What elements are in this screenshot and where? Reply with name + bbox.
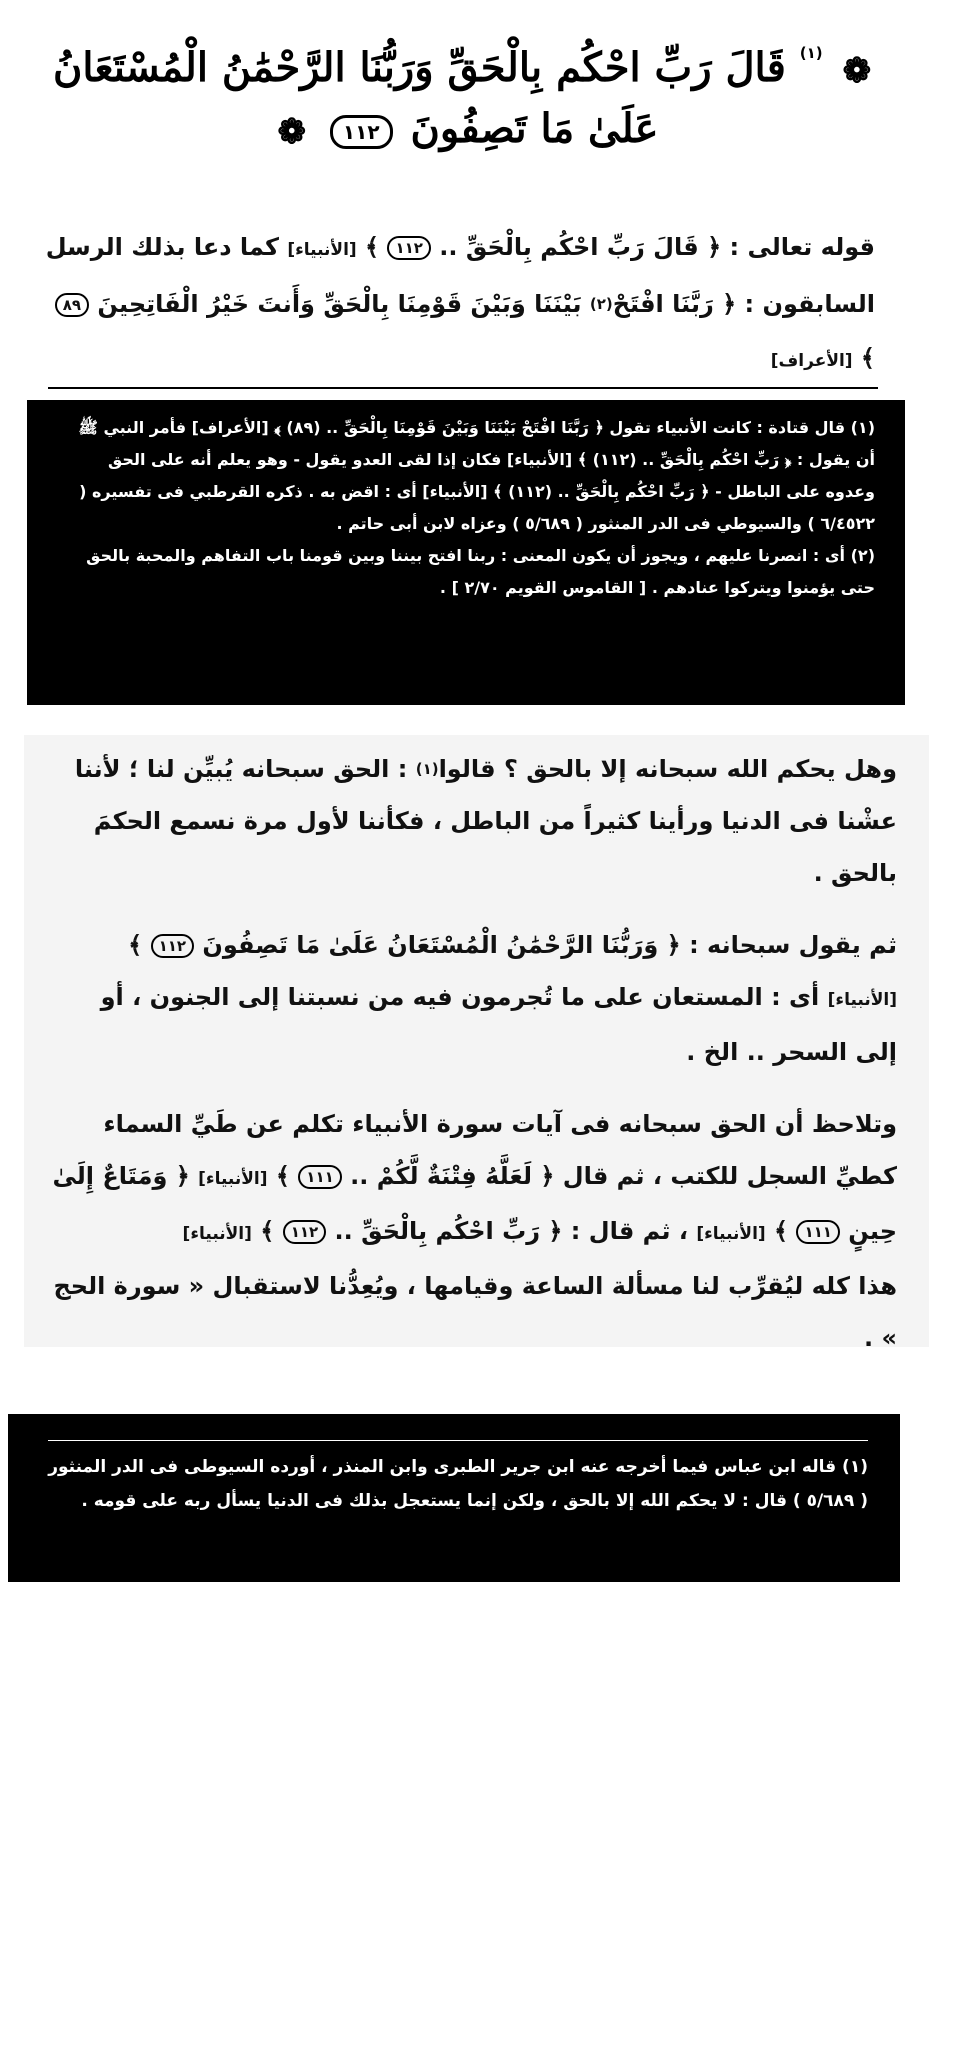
commentary-paragraph-3 <box>52 919 897 1078</box>
verse-text-line-1: قَالَ رَبِّ احْكُم بِالْحَقِّ وَرَبُّنَا الرَّحْمَٰنُ الْمُسْتَعَانُ <box>52 44 786 91</box>
commentary-paragraph-5: هذا كله ليُقرِّب لنا مسألة الساعة وقيامها ، ويُعِدُّنا لاستقبال « سورة الحج » . <box>53 1272 897 1352</box>
surah-reference: [الأنبياء] <box>182 1224 252 1244</box>
commentary-paragraph-4 <box>52 1098 897 1260</box>
text-run: ﴾ <box>267 1162 299 1190</box>
text-run: ﴾ <box>128 931 151 959</box>
text-run: بَيْنَنَا وَبَيْنَ قَوْمِنَا بِالْحَقِّ وَأَنتَ خَيْرُ الْفَاتِحِينَ <box>89 290 590 318</box>
text-run: كما دعا بذلك الرسل السابقون : ﴿ رَبَّنَا افْتَحْ <box>45 233 875 318</box>
verse-number-badge: ١١١ <box>796 1220 839 1244</box>
verse-number-badge: ٨٩ <box>55 293 89 317</box>
verse-number-badge: ١١٢ <box>387 236 430 260</box>
text-run: ﴾ <box>251 1217 283 1245</box>
footnote-marker: (٢) <box>589 295 613 313</box>
footnote-divider <box>48 1440 868 1441</box>
verse-line-2 <box>50 105 880 152</box>
footnote-1: (١) قال قتادة : كانت الأنبياء تقول ﴿ رَبَّنَا افْتَحْ بَيْنَنَا وَبَيْنَ قَوْمِنَا بِالْحَقِّ .. (٨٩) ﴾ [الأعراف] فأمر النبي ﷺ أن يقول : ﴿ رَبِّ احْكُم بِالْحَقِّ .. (١١٢) ﴾ [الأنبياء] فكان إذا لقى العدو يقول - وهو يعلم أنه على الحق وعدوه على الباطل - ﴿ رَبِّ احْكُم بِالْحَقِّ .. (١١٢) ﴾ [الأنبياء] أى : اقض به . ذكره القرطبي فى تفسيره ( ٦/٤٥٢٢ ) والسيوطي فى الدر المنثور ( ٥/٦٨٩ ) وعزاه لابن أبى حاتم . <box>78 418 875 533</box>
text-run: ﴿ وَمَتَاعٌ إِلَىٰ حِينٍ <box>52 1162 897 1245</box>
surah-reference: [الأنبياء] <box>287 240 357 260</box>
text-run: قوله تعالى : ﴿ قَالَ رَبِّ احْكُم بِالْحَقِّ .. <box>430 233 875 261</box>
verse-number-badge: ١١٢ <box>283 1220 326 1244</box>
footnote-2: (٢) أى : انصرنا عليهم ، ويجوز أن يكون المعنى : ربنا افتح بيننا وبين قومنا باب التفاهم والمحبة بالحق حتى يؤمنوا ويتركوا عنادهم . [ القاموس القويم ٢/٧٠ ] . <box>86 546 875 597</box>
surah-reference: [الأنبياء] <box>696 1224 766 1244</box>
footnote-divider <box>48 387 878 389</box>
footnote-marker: (١) <box>799 44 823 62</box>
commentary-paragraph-1 <box>45 220 875 388</box>
text-run: ﴾ <box>765 1217 797 1245</box>
text-run: وهل يحكم الله سبحانه إلا بالحق ؟ قالوا <box>438 755 897 783</box>
verse-number-badge: ١١٢ <box>151 934 194 958</box>
page-2 <box>24 735 929 1352</box>
verse-text-line-2: عَلَىٰ مَا تَصِفُونَ <box>410 105 659 152</box>
text-run: ﴾ <box>852 344 875 372</box>
surah-reference: [الأنبياء] <box>198 1169 268 1189</box>
text-run: أى : المستعان على ما تُجرمون فيه من نسبتنا إلى الجنون ، أو إلى السحر .. الخ . <box>100 983 897 1066</box>
surah-reference: [الأعراف] <box>770 351 853 371</box>
footnote-marker: (١) <box>415 760 439 778</box>
verse-line-1 <box>50 44 880 91</box>
text-run: : الحق سبحانه يُبيِّن لنا ؛ لأننا عشْنا فى الدنيا ورأينا كثيراً من الباطل ، فكأننا لأول مرة نسمع الحكمَ بالحق . <box>74 755 897 887</box>
footnote-box-2 <box>8 1414 900 1582</box>
text-run: وتلاحظ أن الحق سبحانه فى آيات سورة الأنبياء تكلم عن طَيِّ السماء كطيِّ السجل للكتب ، ثم قال ﴿ لَعَلَّهُ فِتْنَةٌ لَّكُمْ .. <box>103 1110 897 1190</box>
text-run: ﴾ <box>356 233 388 261</box>
verse-number-badge: ١١٢ <box>330 115 393 149</box>
verse-header <box>50 28 880 168</box>
text-run: ثم يقول سبحانه : ﴿ وَرَبُّنَا الرَّحْمَٰنُ الْمُسْتَعَانُ عَلَىٰ مَا تَصِفُونَ <box>194 931 897 959</box>
flower-ornament-icon: ❁ <box>842 51 872 91</box>
flower-ornament-icon: ❁ <box>277 112 306 152</box>
footnote-1: (١) قاله ابن عباس فيما أخرجه عنه ابن جرير الطبرى وابن المنذر ، أورده السيوطى فى الدر المنثور ( ٥/٦٨٩ ) قال : لا يحكم الله إلا بالحق ، ولكن إنما يستعجل بذلك فى الدنيا يسأل ربه على قومه . <box>48 1457 868 1511</box>
verse-number-badge: ١١١ <box>298 1165 341 1189</box>
footnote-box-1 <box>27 400 905 705</box>
text-run: ، ثم قال : ﴿ رَبِّ احْكُم بِالْحَقِّ .. <box>326 1217 697 1245</box>
commentary-paragraph-2 <box>52 743 897 899</box>
surah-reference: [الأنبياء] <box>827 990 897 1010</box>
